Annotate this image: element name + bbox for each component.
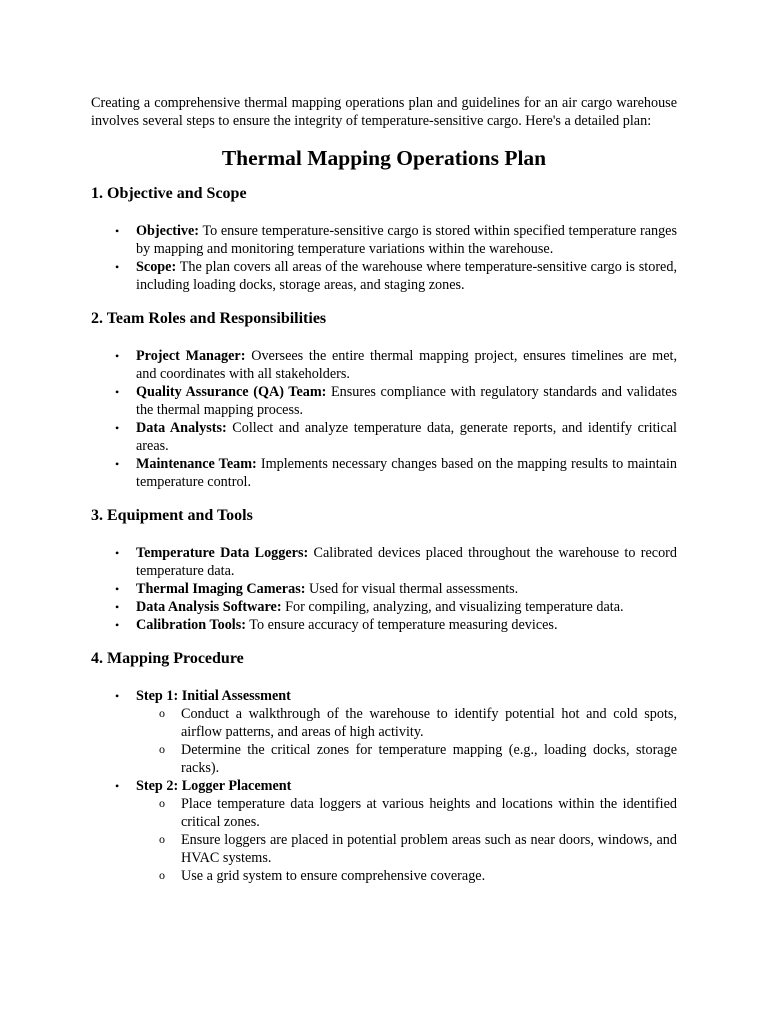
section-heading: 2. Team Roles and Responsibilities (91, 310, 327, 327)
list-item-term: Calibration Tools: (136, 617, 246, 633)
section-heading: 4. Mapping Procedure (91, 650, 244, 667)
sub-list (136, 795, 677, 885)
list-item-term: Data Analysts: (136, 420, 227, 436)
bullet-icon: • (115, 224, 120, 238)
sub-bullet-icon: o (159, 706, 165, 720)
list-item (91, 544, 677, 580)
sub-list-item (136, 705, 677, 741)
list-item (91, 580, 677, 598)
sub-bullet-icon: o (159, 868, 165, 882)
list-item (91, 419, 677, 455)
list-item (91, 258, 677, 294)
bullet-icon: • (115, 546, 120, 560)
list-item-term: Maintenance Team: (136, 456, 257, 472)
sub-list-item-text: Conduct a walkthrough of the warehouse to identify potential hot and cold spots, airflow patterns, and areas of high activity. (181, 706, 677, 740)
list-item (91, 383, 677, 419)
list-item (91, 222, 677, 258)
intro-paragraph: Creating a comprehensive thermal mapping operations plan and guidelines for an air cargo warehouse involves several steps to ensure the integrity of temperature-sensitive cargo. Here's a detailed plan: (91, 95, 677, 129)
list-item-text: Oversees the entire thermal mapping project, ensures timelines are met, and coordinates with all stakeholders. (136, 348, 677, 382)
sections-container (91, 183, 677, 885)
list-item-text: For compiling, analyzing, and visualizing temperature data. (281, 599, 624, 615)
list-item-term: Objective: (136, 223, 200, 239)
sub-list-item (136, 795, 677, 831)
sub-bullet-icon: o (159, 832, 165, 846)
document-title: Thermal Mapping Operations Plan (221, 146, 547, 170)
sub-list-item (136, 741, 677, 777)
list-item-text: To ensure accuracy of temperature measuring devices. (245, 617, 558, 633)
list-item (91, 616, 677, 634)
sub-list-item-text: Determine the critical zones for temperature mapping (e.g., loading docks, storage racks). (181, 742, 677, 776)
list-item-term: Step 2: Logger Placement (136, 778, 292, 794)
bullet-icon: • (115, 600, 120, 614)
sub-list (136, 705, 677, 777)
sub-list-item (136, 867, 677, 885)
bullet-list (91, 347, 677, 491)
list-item-text: To ensure temperature-sensitive cargo is stored within specified temperature ranges by mapping and monitoring temperature variations within the warehouse. (136, 223, 677, 257)
list-item (91, 598, 677, 616)
list-item (91, 687, 677, 777)
list-item-term: Thermal Imaging Cameras: (136, 581, 306, 597)
list-item-term: Project Manager: (136, 348, 246, 364)
list-item (91, 777, 677, 885)
list-item (91, 455, 677, 491)
section-heading: 1. Objective and Scope (91, 185, 247, 202)
bullet-list (91, 687, 677, 885)
list-item-term: Temperature Data Loggers: (136, 545, 309, 561)
list-item-term: Quality Assurance (QA) Team: (136, 384, 327, 400)
bullet-list (91, 544, 677, 634)
sub-list-item-text: Use a grid system to ensure comprehensive coverage. (181, 868, 486, 884)
bullet-icon: • (115, 689, 120, 703)
bullet-list (91, 222, 677, 294)
bullet-icon: • (115, 457, 120, 471)
list-item-term: Step 1: Initial Assessment (136, 688, 291, 704)
bullet-icon: • (115, 349, 120, 363)
section-heading: 3. Equipment and Tools (91, 507, 253, 524)
sub-list-item-text: Ensure loggers are placed in potential problem areas such as near doors, windows, and HVAC systems. (181, 832, 677, 866)
bullet-icon: • (115, 385, 120, 399)
list-item-text: Implements necessary changes based on the mapping results to maintain temperature control. (136, 456, 677, 490)
list-item-text: Used for visual thermal assessments. (305, 581, 519, 597)
bullet-icon: • (115, 260, 120, 274)
bullet-icon: • (115, 421, 120, 435)
list-item-text: Calibrated devices placed throughout the warehouse to record temperature data. (136, 545, 677, 579)
list-item-text: Ensures compliance with regulatory standards and validates the thermal mapping process. (136, 384, 678, 418)
list-item-text: The plan covers all areas of the warehouse where temperature-sensitive cargo is stored, including loading docks, storage areas, and staging zones. (136, 259, 677, 293)
sub-list-item (136, 831, 677, 867)
list-item (91, 347, 677, 383)
bullet-icon: • (115, 582, 120, 596)
bullet-icon: • (115, 779, 120, 793)
sub-list-item-text: Place temperature data loggers at various heights and locations within the identified critical zones. (181, 796, 677, 830)
bullet-icon: • (115, 618, 120, 632)
list-item-term: Data Analysis Software: (136, 599, 282, 615)
sub-bullet-icon: o (159, 742, 165, 756)
list-item-term: Scope: (136, 259, 177, 275)
list-item-text: Collect and analyze temperature data, generate reports, and identify critical areas. (136, 420, 677, 454)
sub-bullet-icon: o (159, 796, 165, 810)
